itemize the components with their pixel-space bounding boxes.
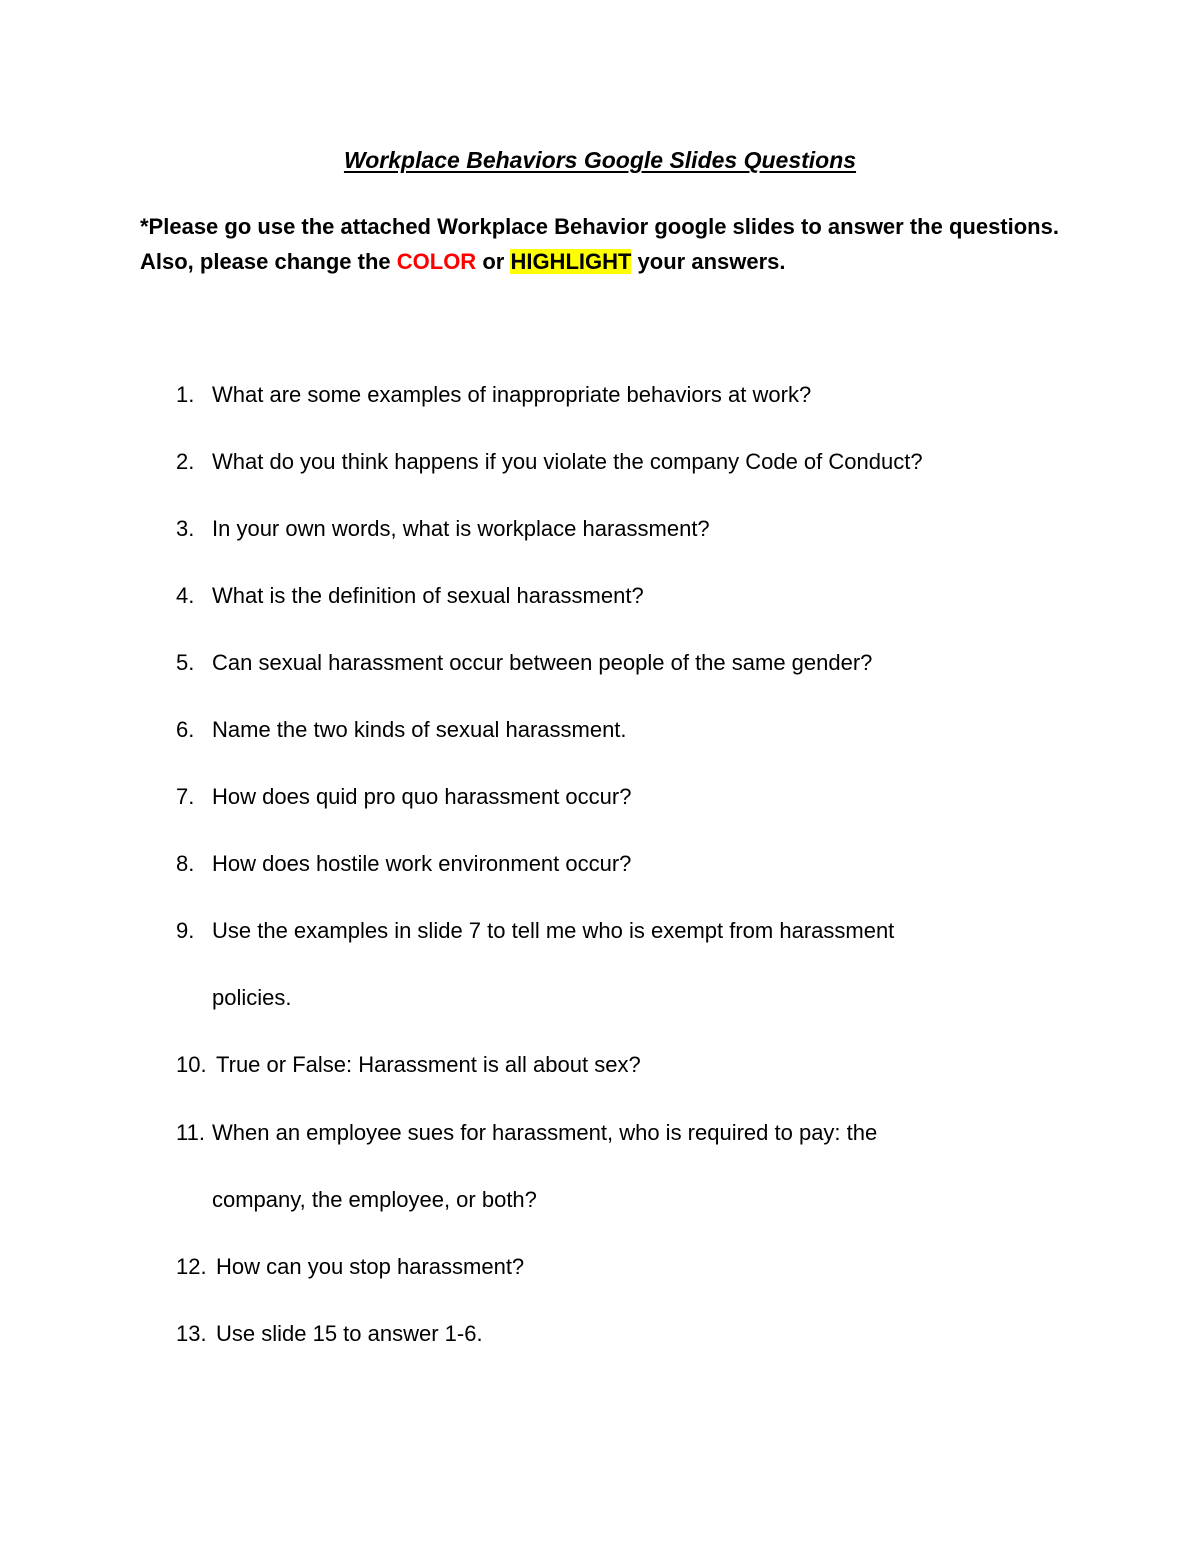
question-text: What do you think happens if you violate the company Code of Conduct? [212, 449, 923, 474]
question-number: 3. [176, 516, 195, 541]
question-text: How can you stop harassment? [216, 1254, 525, 1279]
instructions-text: *Please go use the attached Workplace Behavior google slides to answer the questions. Also, please change the [140, 214, 1059, 274]
question-text: In your own words, what is workplace harassment? [212, 516, 710, 541]
question-text: When an employee sues for harassment, who is required to pay: the [212, 1120, 878, 1145]
question-number: 13. [176, 1321, 207, 1346]
question-text: What are some examples of inappropriate behaviors at work? [212, 382, 812, 407]
question-number: 7. [176, 784, 195, 809]
question-text: How does quid pro quo harassment occur? [212, 784, 632, 809]
instructions-or: or [476, 249, 511, 274]
color-word: COLOR [396, 249, 477, 274]
question-text: How does hostile work environment occur? [212, 851, 632, 876]
highlight-word: HIGHLIGHT [510, 249, 632, 274]
question-text: Use the examples in slide 7 to tell me who is exempt from harassment [212, 918, 895, 943]
question-text: What is the definition of sexual harassment? [212, 583, 644, 608]
instructions-end: your answers. [631, 249, 786, 274]
question-number: 10. [176, 1052, 207, 1077]
question-number: 4. [176, 583, 195, 608]
question-text: Name the two kinds of sexual harassment. [212, 717, 627, 742]
question-number: 9. [176, 918, 195, 943]
question-number: 6. [176, 717, 195, 742]
question-continuation: policies. [212, 985, 292, 1010]
question-continuation: company, the employee, or both? [212, 1187, 537, 1212]
document-title: Workplace Behaviors Google Slides Questions [343, 147, 857, 173]
question-number: 12. [176, 1254, 207, 1279]
question-text: Can sexual harassment occur between people of the same gender? [212, 650, 873, 675]
question-text: Use slide 15 to answer 1-6. [216, 1321, 483, 1346]
question-number: 5. [176, 650, 195, 675]
question-text: True or False: Harassment is all about sex? [216, 1052, 641, 1077]
question-number: 1. [176, 382, 195, 407]
question-number: 2. [176, 449, 195, 474]
question-number: 11. [176, 1120, 205, 1145]
question-number: 8. [176, 851, 195, 876]
